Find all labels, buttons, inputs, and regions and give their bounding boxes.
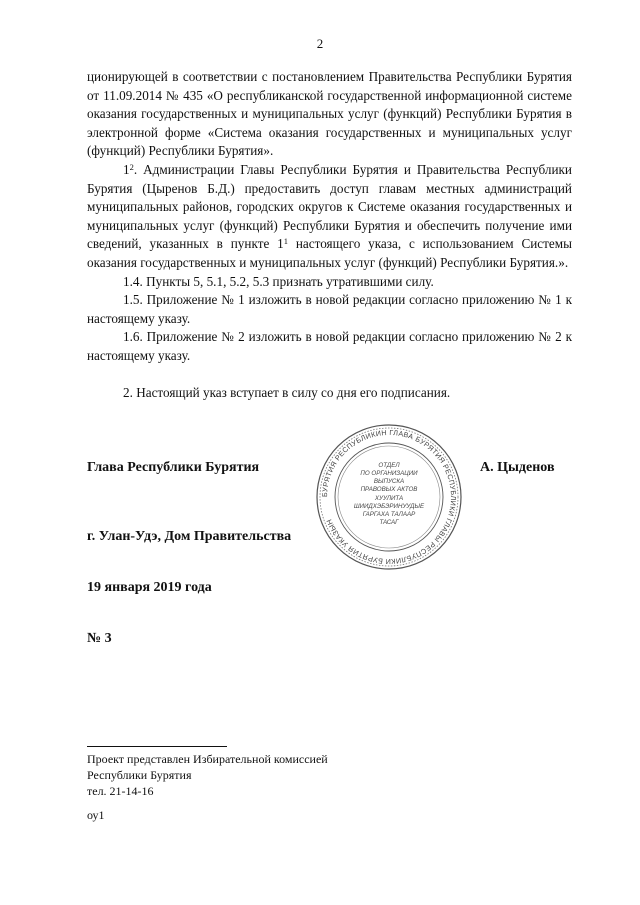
signing-place: г. Улан-Удэ, Дом Правительства [87,529,292,544]
footer-phone: тел. 21-14-16 [87,784,154,798]
footer-note [87,751,328,799]
paragraph-1-5: 1.5. Приложение № 1 изложить в новой редакции согласно приложению № 1 к настоящему указу. [87,292,572,326]
footer-divider [87,746,227,747]
footer-line: Проект представлен Избирательной комиссией [87,752,328,766]
page-number: 2 [316,36,324,51]
document-code: оу1 [87,808,105,822]
official-seal-icon [315,423,463,571]
signing-date: 19 января 2019 года [87,580,212,595]
paragraph-number: 1 [123,161,130,177]
seal-line: ПО ОРГАНИЗАЦИИ [360,470,418,477]
seal-line: ТАСАГ [379,519,399,526]
superscript: 2 [129,161,134,172]
seal-line: ОТДЕЛ [378,462,400,469]
footer-line: Республики Бурятия [87,768,192,782]
paragraph-continuation: ционирующей в соответствии с постановлением Правительства Республики Бурятия от 11.09.2014 № 435 «О республиканской государственной информационной системе оказания государственных и муниципальных услуг (функций) Республики Бурятия в электронной форме «Система оказания государственных и муниципальных услуг (функций) Республики Бурятия». [87,69,572,159]
signatory-name: А. Цыденов [480,460,555,475]
paragraph-1-2 [87,161,572,273]
seal-line: ПРАВОВЫХ АКТОВ [360,486,418,493]
seal-line: ШИИДХЭБЭРИНУУДЫЕ [353,503,425,510]
paragraph-text: . Администрации Главы Республики Бурятия и Правительства Республики Бурятия (Цыренов Б.Д.) предоставить доступ главам местных администраций муниципальных районов, городских округов к Системе оказания государственных и муниципальных услуг (функций) Республики Бурятия и обеспечить получение ими сведений, указанных в пункте 1 [87,161,572,252]
seal-line: ВЫПУСКА [373,478,405,485]
paragraph-text-cont: настоящего указа, с использованием Системы оказания государственных и муниципальных услуг (функций) Республики Бурятия.». [87,236,572,270]
seal-line: ХУУЛИТА [374,495,404,502]
document-body [87,68,572,402]
paragraph-2: 2. Настоящий указ вступает в силу со дня его подписания. [123,384,451,400]
paragraph-1-4: 1.4. Пункты 5, 5.1, 5.2, 5.3 признать утратившими силу. [123,273,434,289]
superscript-ref: 1 [283,236,288,247]
seal-line: ГАРГАХА ТАЛААР [362,511,416,518]
seal-outer-text: БУРЯТИЯ РЕСПУБЛИКИН ГЛАВА БУРЯТИЯ РЕСПУБЛИКИ ГЛАВЫ РЕСПУБЛИКИ БУРЯТИЯ УКАЗЫН [319,427,459,567]
decree-number: № 3 [87,631,112,646]
paragraph-1-6: 1.6. Приложение № 2 изложить в новой редакции согласно приложению № 2 к настоящему указу. [87,329,572,363]
signatory-position: Глава Республики Бурятия [87,460,260,475]
